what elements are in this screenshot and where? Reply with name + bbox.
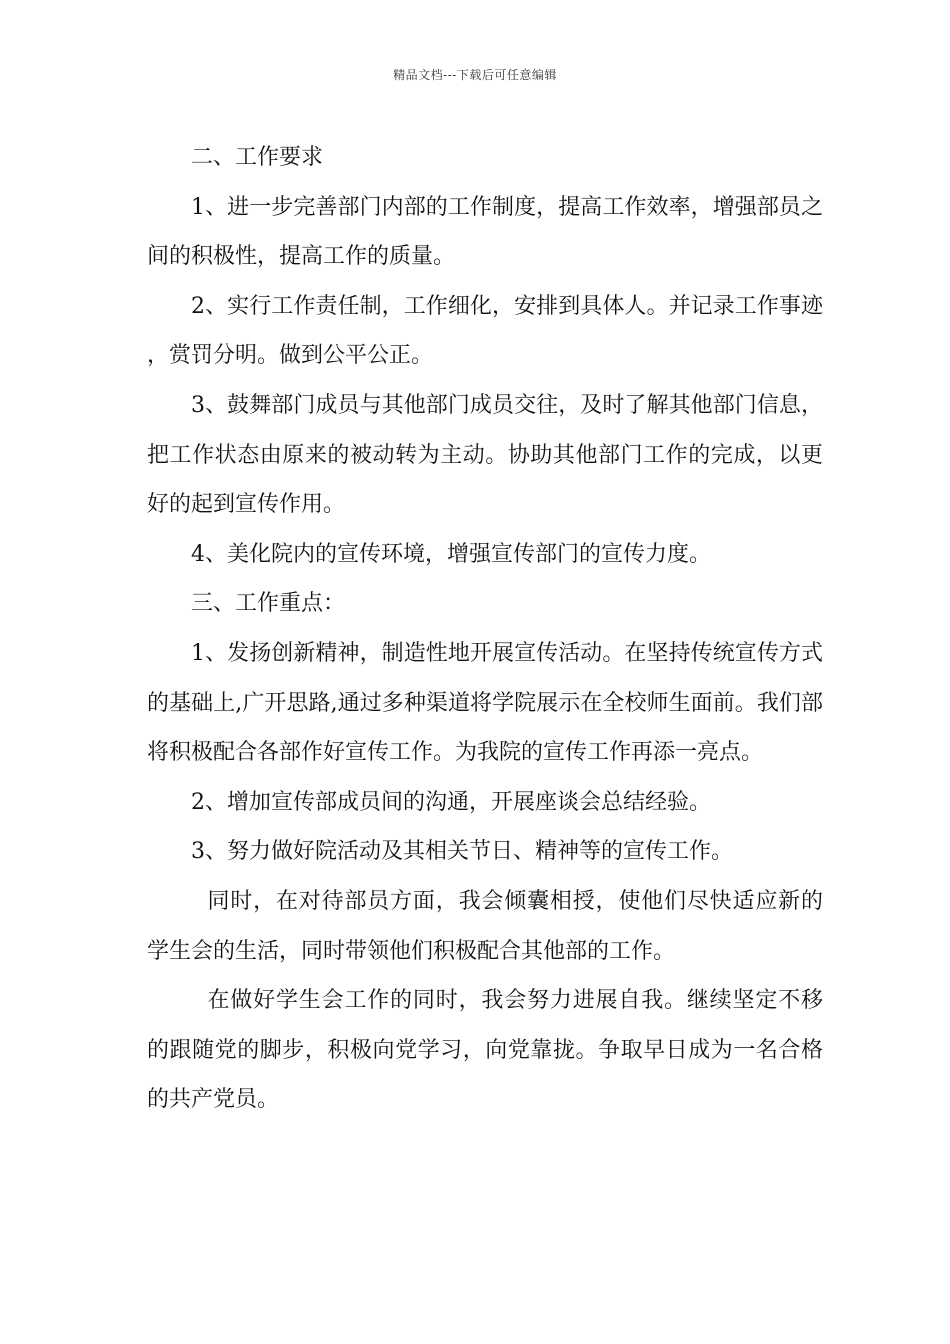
section-heading-requirements: 二、工作要求 bbox=[191, 145, 324, 170]
paragraph-focus-1: 1、发扬创新精神，制造性地开展宣传活动。在坚持传统宣传方式的基础上,广开思路,通过多种渠道将学院展示在全校师生面前。我们部将积极配合各部作好宣传工作。为我院的宣传工作再添一亮点。 bbox=[147, 640, 823, 766]
section-heading-focus: 三、工作重点： bbox=[191, 591, 346, 617]
paragraph-focus-2: 2、增加宣传部成员间的沟通，开展座谈会总结经验。 bbox=[191, 789, 711, 815]
paragraph-requirement-1: 1、进一步完善部门内部的工作制度，提高工作效率，增强部员之间的积极性，提高工作的质量。 bbox=[147, 194, 823, 270]
paragraph-requirement-2: 2、实行工作责任制，工作细化，安排到具体人。并记录工作事迹，赏罚分明。做到公平公正。 bbox=[147, 293, 823, 369]
paragraph-requirement-3: 3、鼓舞部门成员与其他部门成员交往，及时了解其他部门信息，把工作状态由原来的被动转为主动。协助其他部门工作的完成，以更好的起到宣传作用。 bbox=[147, 392, 823, 518]
paragraph-focus-3: 3、努力做好院活动及其相关节日、精神等的宣传工作。 bbox=[191, 839, 733, 865]
paragraph-members: 同时，在对待部员方面，我会倾囊相授，使他们尽快适应新的学生会的生活，同时带领他们积极配合其他部的工作。 bbox=[147, 888, 823, 964]
page-header: 精品文档---下载后可任意编辑 bbox=[393, 68, 557, 82]
paragraph-self-development: 在做好学生会工作的同时，我会努力进展自我。继续坚定不移的跟随党的脚步，积极向党学习，向党靠拢。争取早日成为一名合格的共产党员。 bbox=[147, 988, 823, 1113]
paragraph-requirement-4: 4、美化院内的宣传环境，增强宣传部门的宣传力度。 bbox=[191, 541, 711, 567]
document-body bbox=[147, 133, 823, 1125]
